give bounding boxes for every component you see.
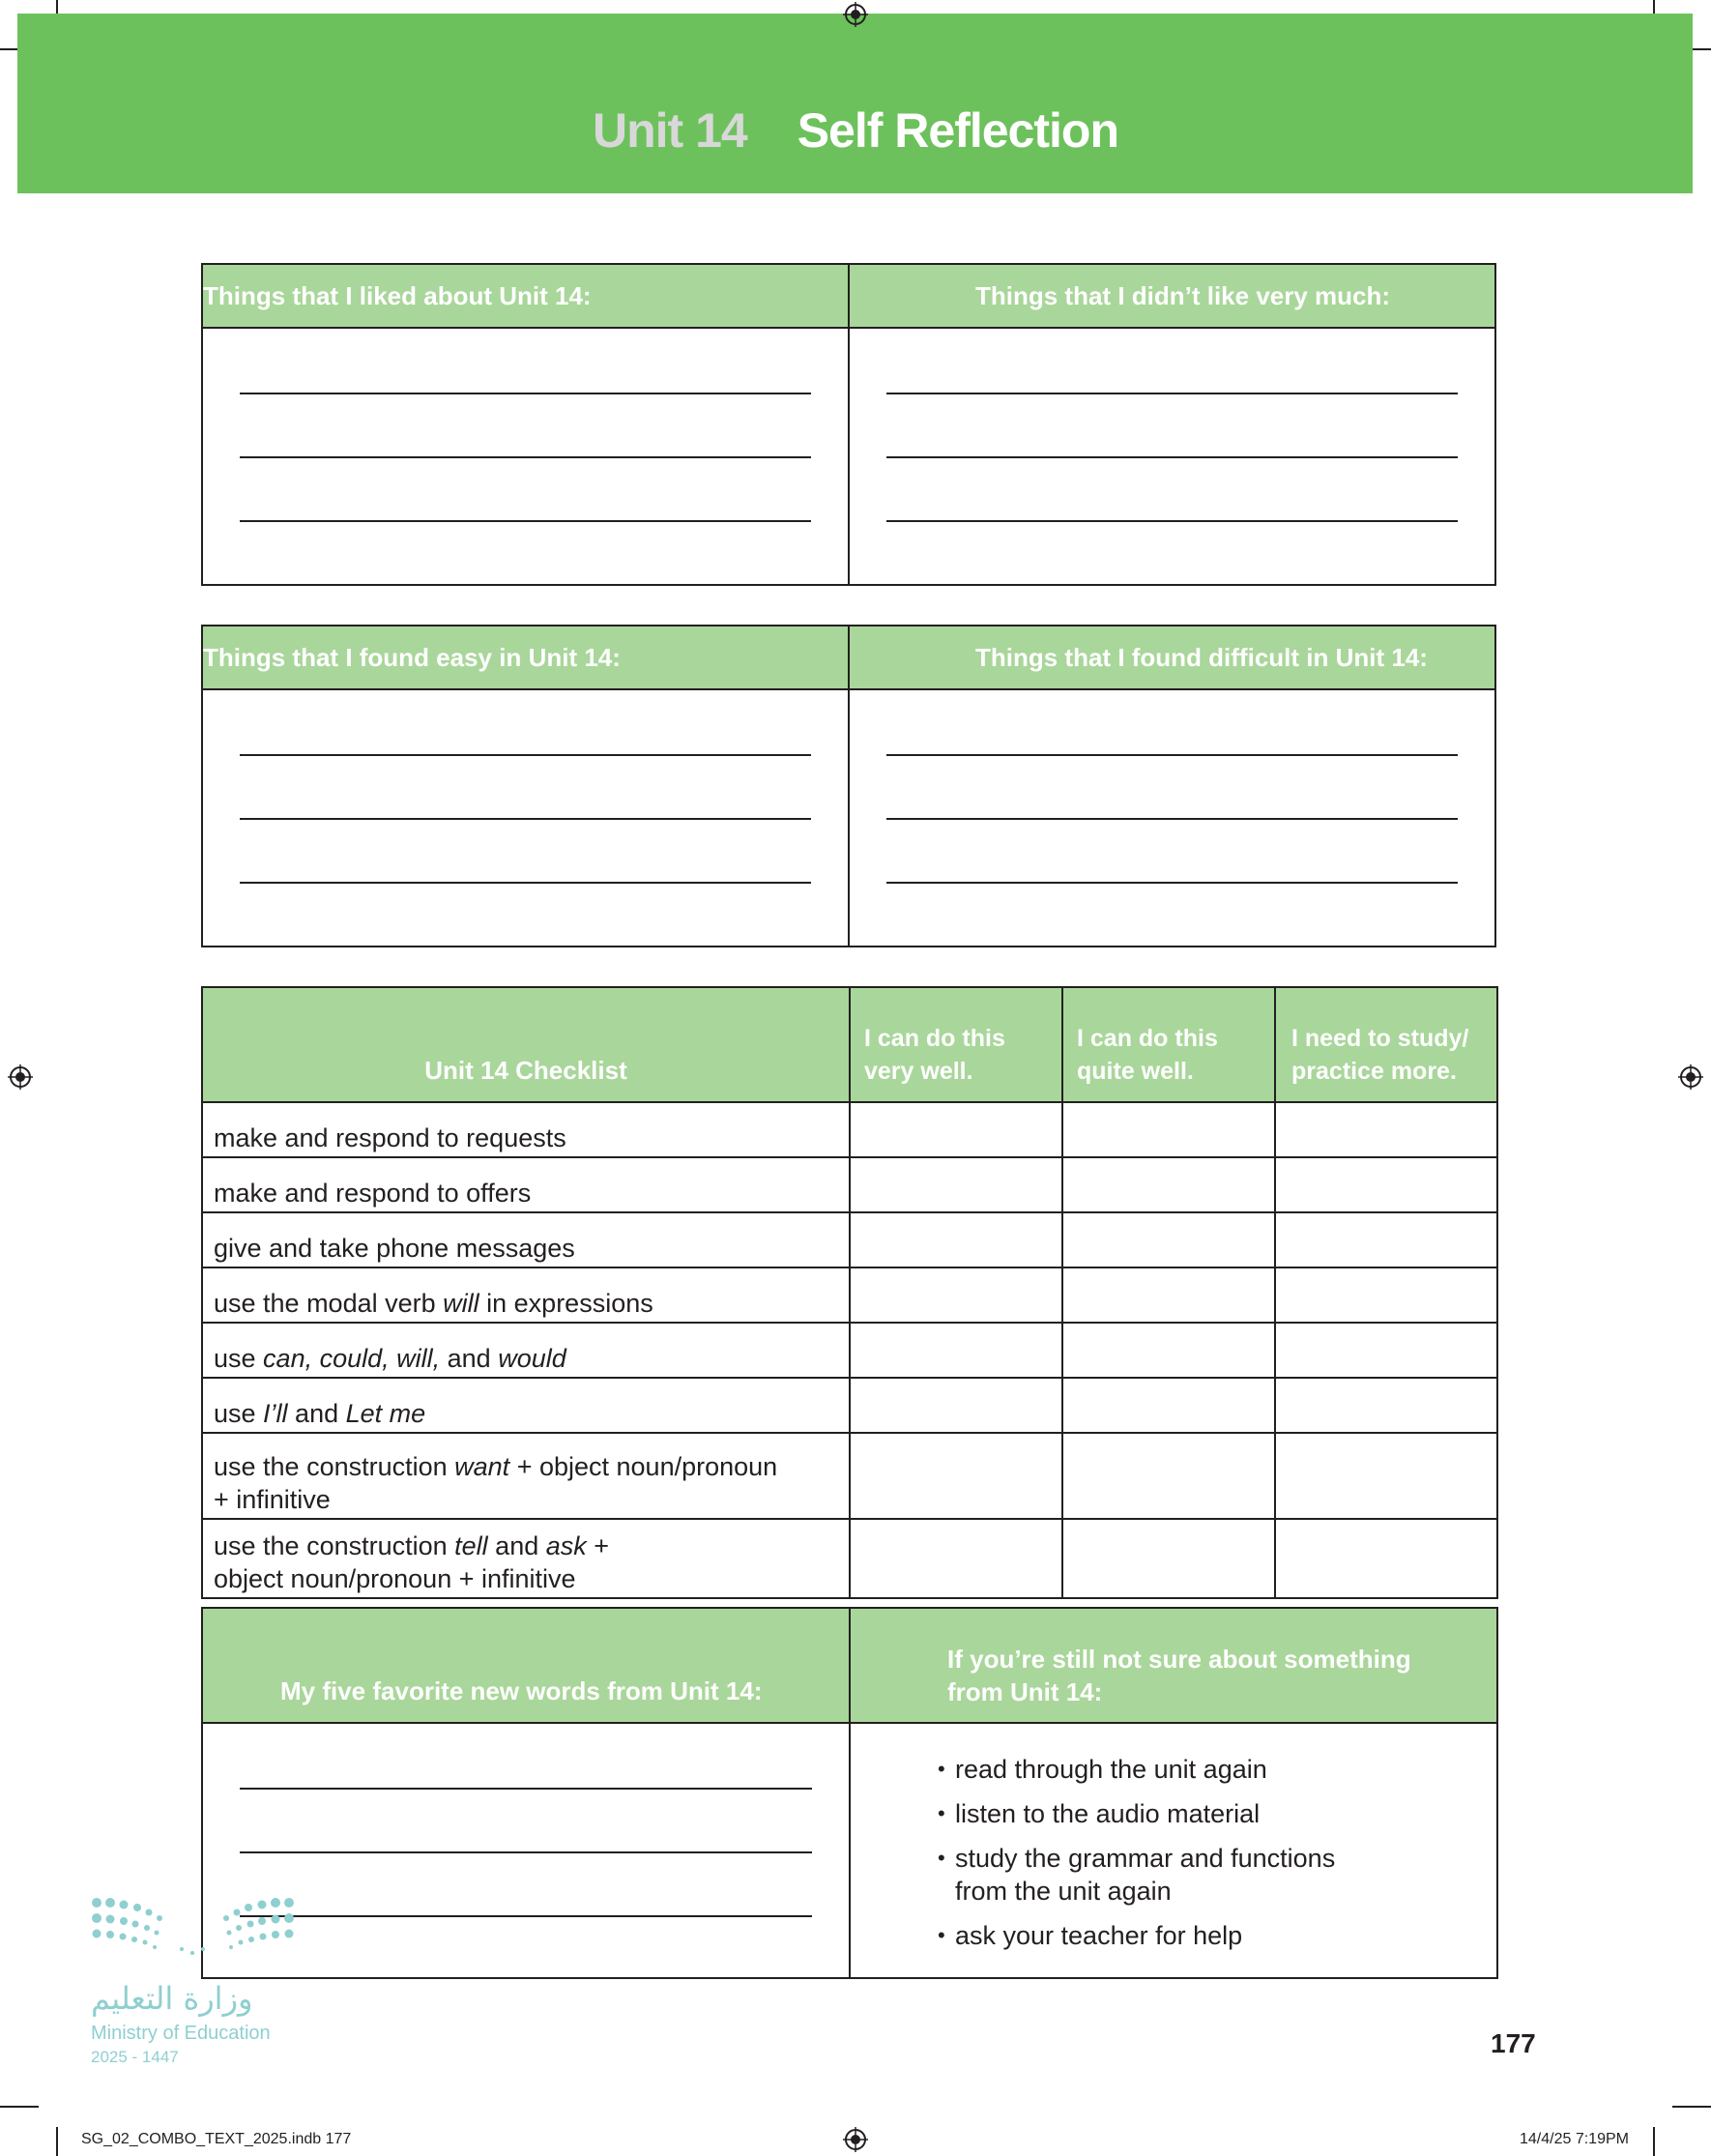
favorite-words-box xyxy=(201,1607,1498,1979)
check-cell[interactable] xyxy=(1275,1378,1497,1433)
scale-label: I need to study/ xyxy=(1291,1025,1469,1052)
easy-header: Things that I found easy in Unit 14: xyxy=(202,626,849,689)
item-text-italic: want xyxy=(454,1452,510,1481)
check-cell[interactable] xyxy=(1275,1323,1497,1378)
writing-line xyxy=(240,1915,812,1917)
page-heading: Self Reflection xyxy=(797,103,1118,158)
writing-line xyxy=(886,754,1458,756)
crop-mark xyxy=(1672,2106,1711,2108)
checklist-row xyxy=(202,1378,1497,1433)
unit-label: Unit 14 xyxy=(593,103,747,158)
checklist-item xyxy=(202,1323,850,1378)
item-text: use xyxy=(214,1399,264,1428)
scale-label: quite well. xyxy=(1077,1058,1194,1085)
check-cell[interactable] xyxy=(850,1102,1062,1157)
check-cell[interactable] xyxy=(1062,1102,1275,1157)
check-cell[interactable] xyxy=(1275,1433,1497,1519)
item-text: and xyxy=(287,1399,346,1428)
item-text-italic: I’ll xyxy=(263,1399,288,1428)
check-cell[interactable] xyxy=(1275,1102,1497,1157)
tip-text: from the unit again xyxy=(955,1877,1172,1906)
checklist-item xyxy=(202,1519,850,1598)
item-text: object noun/pronoun + infinitive xyxy=(214,1564,576,1593)
item-text: use xyxy=(214,1344,264,1373)
tip-text: study the grammar and functions xyxy=(955,1844,1336,1873)
check-cell[interactable] xyxy=(1062,1157,1275,1212)
crop-mark xyxy=(56,2127,58,2156)
ministry-year: 2025 - 1447 xyxy=(91,2048,179,2066)
item-text: use the construction xyxy=(214,1531,455,1560)
likes-header: Things that I liked about Unit 14: xyxy=(202,264,849,328)
checklist-title: Unit 14 Checklist xyxy=(202,987,850,1102)
scale-label: very well. xyxy=(864,1058,973,1085)
checklist-row xyxy=(202,1519,1497,1598)
check-cell[interactable] xyxy=(850,1267,1062,1323)
writing-line xyxy=(886,818,1458,820)
check-cell[interactable] xyxy=(1062,1433,1275,1519)
check-cell[interactable] xyxy=(850,1157,1062,1212)
header-line: from Unit 14: xyxy=(947,1677,1103,1706)
writing-line xyxy=(886,393,1458,394)
print-slug-file: SG_02_COMBO_TEXT_2025.indb 177 xyxy=(81,2131,352,2147)
item-text: in expressions xyxy=(478,1289,653,1318)
scale-label: practice more. xyxy=(1291,1058,1457,1085)
dislikes-writing-area[interactable] xyxy=(849,328,1495,585)
tip-item: • ask your teacher for help xyxy=(938,1919,1496,1952)
checklist-row xyxy=(202,1157,1497,1212)
difficult-header: Things that I found difficult in Unit 14: xyxy=(849,626,1495,689)
item-text-italic: will xyxy=(443,1289,479,1318)
crop-mark xyxy=(1653,2127,1655,2156)
page-title xyxy=(0,103,1711,158)
check-cell[interactable] xyxy=(1062,1378,1275,1433)
checklist-row xyxy=(202,1433,1497,1519)
crop-mark xyxy=(0,2106,39,2108)
writing-line xyxy=(886,520,1458,522)
check-cell[interactable] xyxy=(850,1323,1062,1378)
tip-item xyxy=(938,1842,1496,1908)
print-slug-date: 14/4/25 7:19PM xyxy=(1520,2131,1629,2147)
likes-writing-area[interactable] xyxy=(202,328,849,585)
item-text: use the construction xyxy=(214,1452,455,1481)
check-cell[interactable] xyxy=(850,1378,1062,1433)
check-cell[interactable] xyxy=(1275,1519,1497,1598)
favorite-words-header: My five favorite new words from Unit 14: xyxy=(202,1608,850,1723)
checklist-row xyxy=(202,1323,1497,1378)
writing-line xyxy=(240,1851,812,1853)
item-text: and xyxy=(487,1531,546,1560)
check-cell[interactable] xyxy=(1062,1267,1275,1323)
writing-line xyxy=(240,456,811,458)
check-cell[interactable] xyxy=(1275,1157,1497,1212)
scale-quite-well-header xyxy=(1062,987,1275,1102)
ministry-name-arabic: وزارة التعليم xyxy=(91,1980,253,2017)
check-cell[interactable] xyxy=(1062,1212,1275,1267)
writing-line xyxy=(886,882,1458,884)
writing-line xyxy=(240,754,811,756)
easy-difficult-box xyxy=(201,625,1496,947)
item-text-italic: would xyxy=(498,1344,566,1373)
dislikes-header: Things that I didn’t like very much: xyxy=(849,264,1495,328)
check-cell[interactable] xyxy=(850,1212,1062,1267)
checklist-item xyxy=(202,1433,850,1519)
scale-very-well-header xyxy=(850,987,1062,1102)
checklist-item: make and respond to requests xyxy=(202,1102,850,1157)
registration-mark-icon xyxy=(1678,1064,1703,1090)
check-cell[interactable] xyxy=(1062,1323,1275,1378)
tips-list xyxy=(938,1753,1496,1952)
tip-item: • listen to the audio material xyxy=(938,1797,1496,1830)
ministry-name-english: Ministry of Education xyxy=(91,2023,271,2044)
registration-mark-icon xyxy=(843,2,868,27)
item-text: + xyxy=(586,1531,610,1560)
checklist-row xyxy=(202,1267,1497,1323)
item-text-italic: tell xyxy=(454,1531,488,1560)
not-sure-header xyxy=(850,1608,1497,1723)
registration-mark-icon xyxy=(843,2127,868,2152)
checklist-item xyxy=(202,1378,850,1433)
unit-checklist-table xyxy=(201,986,1498,1599)
item-text: and xyxy=(440,1344,499,1373)
writing-line xyxy=(240,818,811,820)
easy-writing-area[interactable] xyxy=(202,689,849,947)
favorite-words-writing-area[interactable] xyxy=(202,1723,850,1978)
likes-dislikes-box xyxy=(201,263,1496,586)
item-text: use the modal verb xyxy=(214,1289,444,1318)
page-number: 177 xyxy=(1491,2028,1536,2058)
check-cell[interactable] xyxy=(850,1519,1062,1598)
item-text: + object noun/pronoun xyxy=(509,1452,778,1481)
writing-line xyxy=(240,882,811,884)
check-cell[interactable] xyxy=(850,1433,1062,1519)
item-text-italic: Let me xyxy=(345,1399,426,1428)
ministry-logo-icon xyxy=(89,1895,297,1972)
checklist-item xyxy=(202,1267,850,1323)
item-text-italic: ask xyxy=(545,1531,587,1560)
header-line: If you’re still not sure about something xyxy=(947,1645,1411,1674)
scale-label: I can do this xyxy=(1077,1025,1218,1052)
study-tips xyxy=(850,1723,1497,1978)
checklist-item: make and respond to offers xyxy=(202,1157,850,1212)
writing-line xyxy=(886,456,1458,458)
check-cell[interactable] xyxy=(1062,1519,1275,1598)
item-text: + infinitive xyxy=(214,1485,331,1514)
scale-need-practice-header xyxy=(1275,987,1497,1102)
writing-line xyxy=(240,1788,812,1790)
checklist-row xyxy=(202,1212,1497,1267)
scale-label: I can do this xyxy=(864,1025,1005,1052)
checklist-item: give and take phone messages xyxy=(202,1212,850,1267)
tip-item: • read through the unit again xyxy=(938,1753,1496,1786)
checklist-row xyxy=(202,1102,1497,1157)
difficult-writing-area[interactable] xyxy=(849,689,1495,947)
check-cell[interactable] xyxy=(1275,1267,1497,1323)
writing-line xyxy=(240,393,811,394)
check-cell[interactable] xyxy=(1275,1212,1497,1267)
item-text-italic: can, could, will, xyxy=(263,1344,441,1373)
writing-line xyxy=(240,520,811,522)
registration-mark-icon xyxy=(8,1064,33,1090)
